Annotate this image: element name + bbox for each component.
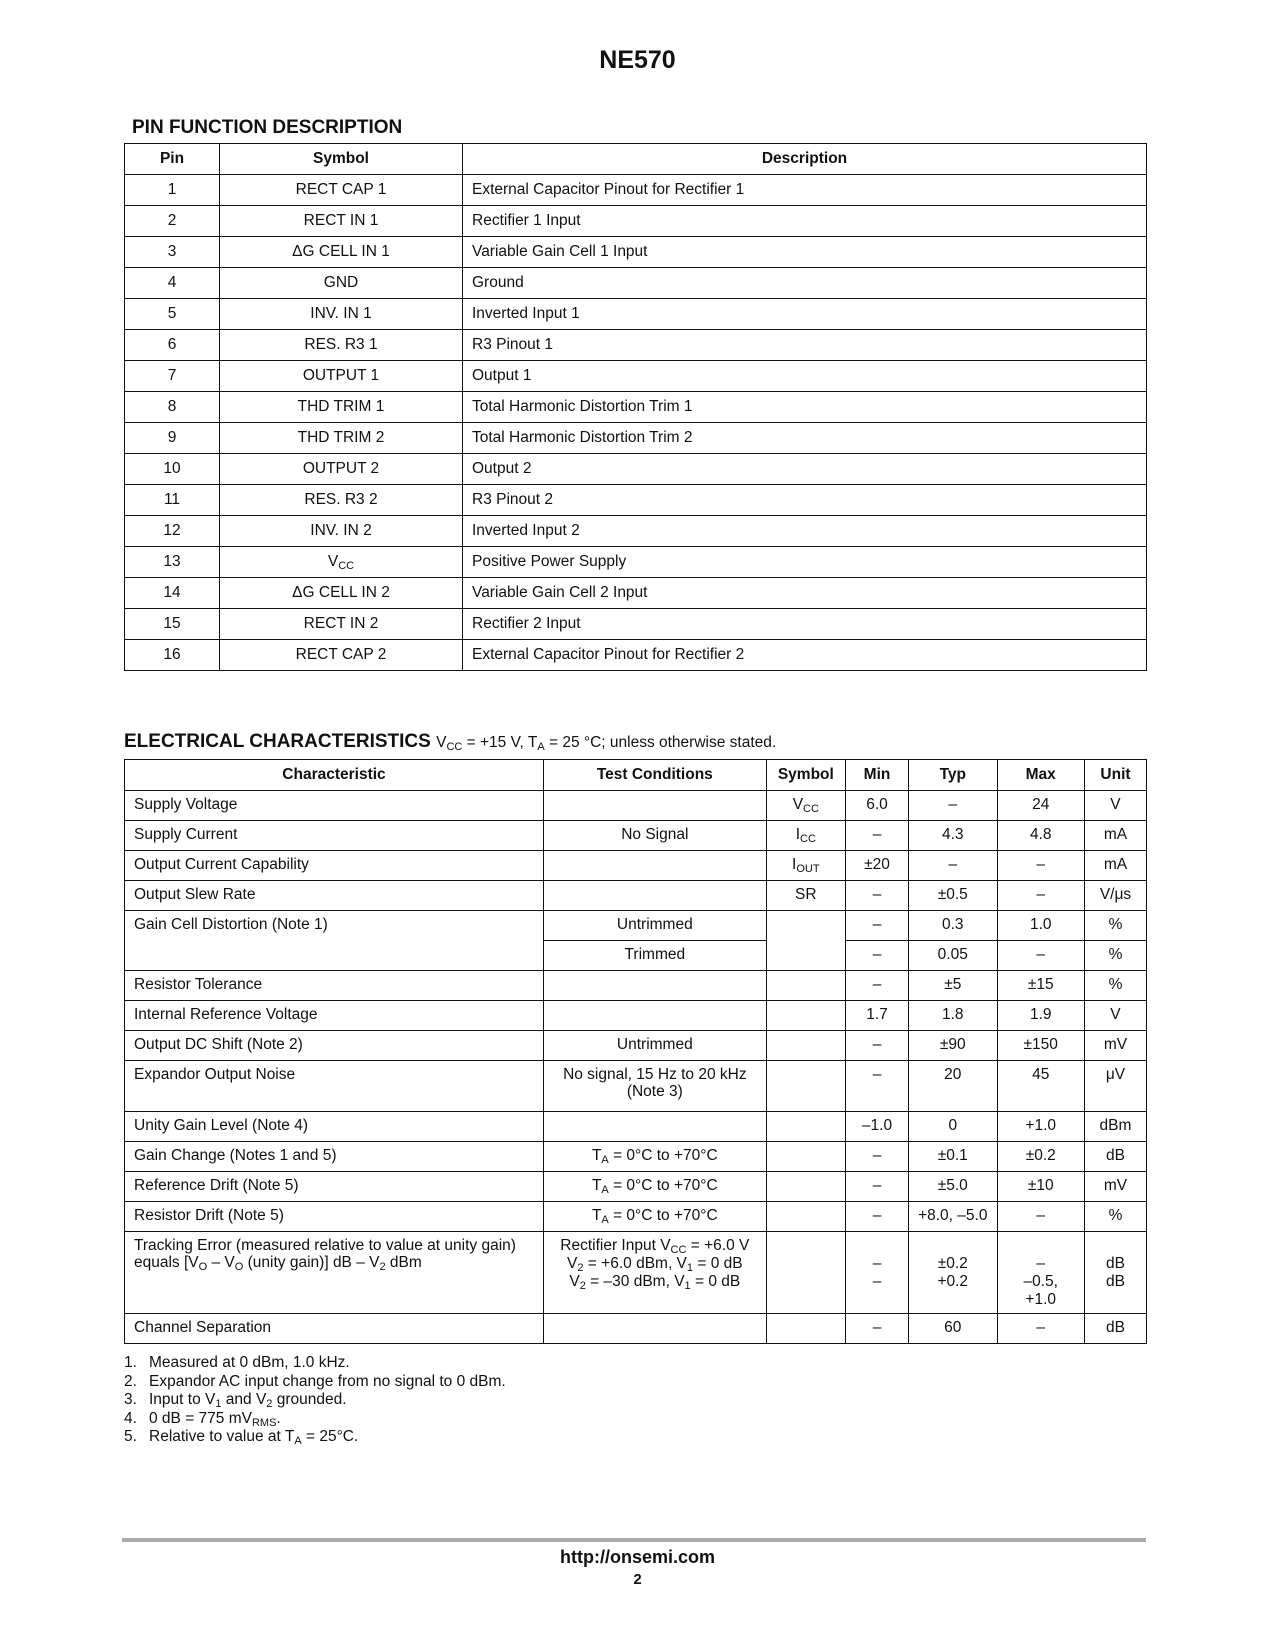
footnote: 2. Expandor AC input change from no signal to 0 dBm.	[124, 1372, 506, 1390]
conditions-cell: Trimmed	[543, 941, 766, 971]
symbol-cell	[766, 1031, 845, 1061]
description-cell: Output 1	[463, 361, 1147, 392]
symbol-cell: $I_{CC}$	[766, 821, 845, 851]
conditions-cell	[543, 791, 766, 821]
pin-cell: 1	[125, 175, 220, 206]
footnote: 4. 0 dB = 775 $mV_{RMS}$.	[124, 1409, 281, 1429]
footnote: 3. Input to $V_1$ and $V_2$ grounded.	[124, 1391, 347, 1410]
max-cell: – –0.5, +1.0	[997, 1232, 1084, 1314]
conditions-cell: Untrimmed	[543, 1031, 766, 1061]
min-cell: –	[845, 1314, 908, 1344]
typ-cell: 0.3	[909, 911, 997, 941]
unit-cell: %	[1084, 941, 1146, 971]
typ-cell: +8.0, –5.0	[909, 1202, 997, 1232]
unit-cell: V/μs	[1084, 881, 1146, 911]
symbol-cell: THD TRIM 1	[220, 392, 463, 423]
unit-cell: dB	[1084, 1314, 1146, 1344]
conditions-cell: No Signal	[543, 821, 766, 851]
table-row	[125, 1061, 1147, 1112]
table-row	[125, 1112, 1147, 1142]
min-cell: –	[845, 911, 908, 941]
typ-cell: 1.8	[909, 1001, 997, 1031]
symbol-cell	[766, 1142, 845, 1172]
max-cell: 1.9	[997, 1001, 1084, 1031]
electrical-characteristics-table	[124, 759, 1147, 1344]
characteristic-cell: Output Slew Rate	[125, 881, 544, 911]
col-header-test-conditions: Test Conditions	[543, 760, 766, 791]
description-cell: External Capacitor Pinout for Rectifier 2	[463, 640, 1147, 671]
symbol-cell: OUTPUT 2	[220, 454, 463, 485]
min-cell: –	[845, 881, 908, 911]
description-cell: Inverted Input 2	[463, 516, 1147, 547]
table-row	[125, 911, 1147, 941]
max-cell: –	[997, 851, 1084, 881]
description-cell: Positive Power Supply	[463, 547, 1147, 578]
table-row	[125, 1001, 1147, 1031]
table-row	[125, 547, 1147, 578]
unit-cell: %	[1084, 911, 1146, 941]
pin-cell: 12	[125, 516, 220, 547]
table-row	[125, 881, 1147, 911]
conditions-cell: Untrimmed	[543, 911, 766, 941]
description-cell: External Capacitor Pinout for Rectifier 1	[463, 175, 1147, 206]
unit-cell: V	[1084, 1001, 1146, 1031]
table-row	[125, 1202, 1147, 1232]
description-cell: Inverted Input 1	[463, 299, 1147, 330]
unit-cell: dBm	[1084, 1112, 1146, 1142]
symbol-cell: GND	[220, 268, 463, 299]
table-row	[125, 485, 1147, 516]
table-row	[125, 268, 1147, 299]
typ-cell: ±90	[909, 1031, 997, 1061]
min-cell: 1.7	[845, 1001, 908, 1031]
conditions-cell	[543, 1112, 766, 1142]
conditions-cell	[543, 1001, 766, 1031]
symbol-cell: INV. IN 1	[220, 299, 463, 330]
conditions-cell	[543, 851, 766, 881]
pin-cell: 7	[125, 361, 220, 392]
symbol-cell: SR	[766, 881, 845, 911]
max-cell: –	[997, 881, 1084, 911]
characteristic-cell: Supply Current	[125, 821, 544, 851]
symbol-cell	[766, 1314, 845, 1344]
max-cell: ±150	[997, 1031, 1084, 1061]
col-header-symbol: Symbol	[766, 760, 845, 791]
min-cell: –	[845, 941, 908, 971]
pin-cell: 11	[125, 485, 220, 516]
page-title: NE570	[599, 46, 676, 74]
pin-cell: 3	[125, 237, 220, 268]
table-row	[125, 609, 1147, 640]
symbol-cell	[766, 911, 845, 971]
max-cell: ±10	[997, 1172, 1084, 1202]
pin-cell: 5	[125, 299, 220, 330]
pin-cell: 15	[125, 609, 220, 640]
symbol-cell	[766, 971, 845, 1001]
table-row	[125, 791, 1147, 821]
typ-cell: 0.05	[909, 941, 997, 971]
symbol-cell	[766, 1202, 845, 1232]
typ-cell: ±0.5	[909, 881, 997, 911]
elec-section-heading	[124, 731, 776, 753]
col-header-pin: Pin	[125, 144, 220, 175]
pin-cell: 13	[125, 547, 220, 578]
unit-cell: dB dB	[1084, 1232, 1146, 1314]
unit-cell: mA	[1084, 821, 1146, 851]
characteristic-cell: Gain Cell Distortion (Note 1)	[125, 911, 544, 971]
typ-cell: 4.3	[909, 821, 997, 851]
col-header-min: Min	[845, 760, 908, 791]
min-cell: – –	[845, 1232, 908, 1314]
min-cell: –1.0	[845, 1112, 908, 1142]
table-row	[125, 578, 1147, 609]
table-row	[125, 299, 1147, 330]
typ-cell: ±5.0	[909, 1172, 997, 1202]
min-cell: ±20	[845, 851, 908, 881]
pin-section-heading: PIN FUNCTION DESCRIPTION	[132, 117, 403, 138]
description-cell: Variable Gain Cell 1 Input	[463, 237, 1147, 268]
symbol-cell	[766, 1232, 845, 1314]
max-cell: ±0.2	[997, 1142, 1084, 1172]
symbol-cell: RECT CAP 1	[220, 175, 463, 206]
description-cell: Output 2	[463, 454, 1147, 485]
conditions-cell	[543, 971, 766, 1001]
table-row	[125, 821, 1147, 851]
max-cell: +1.0	[997, 1112, 1084, 1142]
symbol-cell: RECT IN 1	[220, 206, 463, 237]
conditions-cell: $T_A = 0^\circ C$ to +70°C	[543, 1202, 766, 1232]
table-header-row	[125, 144, 1147, 175]
col-header-symbol: Symbol	[220, 144, 463, 175]
table-row	[125, 423, 1147, 454]
characteristic-cell: Resistor Drift (Note 5)	[125, 1202, 544, 1232]
symbol-cell	[766, 1061, 845, 1112]
pin-cell: 6	[125, 330, 220, 361]
min-cell: 6.0	[845, 791, 908, 821]
max-cell: –	[997, 1314, 1084, 1344]
min-cell: –	[845, 971, 908, 1001]
footer-divider	[122, 1538, 1146, 1542]
description-cell: Total Harmonic Distortion Trim 1	[463, 392, 1147, 423]
footnote: 5. Relative to value at $T_A = 25^\circ C$.	[124, 1428, 359, 1447]
min-cell: –	[845, 1031, 908, 1061]
characteristic-cell: Supply Voltage	[125, 791, 544, 821]
table-row	[125, 1142, 1147, 1172]
symbol-cell	[766, 1001, 845, 1031]
min-cell: –	[845, 1142, 908, 1172]
table-row	[125, 516, 1147, 547]
symbol-cell: ΔG CELL IN 2	[220, 578, 463, 609]
pin-cell: 16	[125, 640, 220, 671]
pin-function-table	[124, 143, 1147, 671]
typ-cell: –	[909, 791, 997, 821]
table-row	[125, 971, 1147, 1001]
symbol-main: V	[327, 553, 339, 570]
table-row	[125, 206, 1147, 237]
characteristic-cell: Output Current Capability	[125, 851, 544, 881]
description-cell: Rectifier 1 Input	[463, 206, 1147, 237]
unit-cell: V	[1084, 791, 1146, 821]
max-cell: 45	[997, 1061, 1084, 1112]
description-cell: R3 Pinout 1	[463, 330, 1147, 361]
table-row	[125, 175, 1147, 206]
symbol-cell: ΔG CELL IN 1	[220, 237, 463, 268]
min-cell: –	[845, 1061, 908, 1112]
table-row	[125, 454, 1147, 485]
typ-cell: 60	[909, 1314, 997, 1344]
conditions-cell: $T_A = 0^\circ C$ to +70°C	[543, 1172, 766, 1202]
table-row	[125, 330, 1147, 361]
description-cell: Ground	[463, 268, 1147, 299]
description-cell: Total Harmonic Distortion Trim 2	[463, 423, 1147, 454]
characteristic-cell: Tracking Error (measured relative to value at unity gain) equals [$V_O - V_O$ (unity gain)] dB – $V_2$ dBm	[125, 1232, 544, 1314]
max-cell: –	[997, 1202, 1084, 1232]
unit-cell: mA	[1084, 851, 1146, 881]
symbol-cell: OUTPUT 1	[220, 361, 463, 392]
characteristic-cell: Resistor Tolerance	[125, 971, 544, 1001]
unit-cell: μV	[1084, 1061, 1146, 1112]
pin-cell: 10	[125, 454, 220, 485]
elec-heading-title: ELECTRICAL CHARACTERISTICS	[124, 731, 431, 752]
max-cell: ±15	[997, 971, 1084, 1001]
characteristic-cell: Internal Reference Voltage	[125, 1001, 544, 1031]
page-number: 2	[633, 1571, 642, 1588]
unit-cell: mV	[1084, 1031, 1146, 1061]
table-row	[125, 1232, 1147, 1314]
characteristic-cell: Channel Separation	[125, 1314, 544, 1344]
pin-cell: 14	[125, 578, 220, 609]
conditions-cell	[543, 1314, 766, 1344]
symbol-cell: THD TRIM 2	[220, 423, 463, 454]
symbol-cell: RES. R3 1	[220, 330, 463, 361]
symbol-cell	[766, 1112, 845, 1142]
symbol-subscript: CC	[338, 560, 355, 572]
pin-cell: 4	[125, 268, 220, 299]
table-row	[125, 851, 1147, 881]
max-cell: 24	[997, 791, 1084, 821]
pin-cell: 9	[125, 423, 220, 454]
description-cell: Variable Gain Cell 2 Input	[463, 578, 1147, 609]
pin-cell: 2	[125, 206, 220, 237]
characteristic-cell: Output DC Shift (Note 2)	[125, 1031, 544, 1061]
unit-cell: %	[1084, 971, 1146, 1001]
col-header-typ: Typ	[909, 760, 997, 791]
symbol-cell: INV. IN 2	[220, 516, 463, 547]
table-row	[125, 1172, 1147, 1202]
unit-cell: dB	[1084, 1142, 1146, 1172]
col-header-unit: Unit	[1084, 760, 1146, 791]
symbol-cell: $V_{CC}$	[766, 791, 845, 821]
max-cell: 1.0	[997, 911, 1084, 941]
footnote: 1. Measured at 0 dBm, 1.0 kHz.	[124, 1354, 350, 1371]
typ-cell: ±5	[909, 971, 997, 1001]
unit-cell: %	[1084, 1202, 1146, 1232]
conditions-cell: No signal, 15 Hz to 20 kHz (Note 3)	[543, 1061, 766, 1112]
conditions-cell: Rectifier Input $V_{CC} = +6.0$ V $V_2 = +6.0$ dBm, $V_1 = 0$ dB $V_2 = -30$ dBm, $V_1 = 0$ dB	[543, 1232, 766, 1314]
symbol-cell: RECT IN 2	[220, 609, 463, 640]
description-cell: Rectifier 2 Input	[463, 609, 1147, 640]
table-row	[125, 361, 1147, 392]
conditions-cell: $T_A = 0^\circ C$ to +70°C	[543, 1142, 766, 1172]
symbol-cell: RES. R3 2	[220, 485, 463, 516]
max-cell: –	[997, 941, 1084, 971]
characteristic-cell: Reference Drift (Note 5)	[125, 1172, 544, 1202]
description-cell: R3 Pinout 2	[463, 485, 1147, 516]
min-cell: –	[845, 1202, 908, 1232]
col-header-description: Description	[463, 144, 1147, 175]
table-row	[125, 640, 1147, 671]
table-header-row	[125, 760, 1147, 791]
typ-cell: 0	[909, 1112, 997, 1142]
table-row	[125, 237, 1147, 268]
footnotes	[124, 1354, 506, 1447]
symbol-cell	[766, 1172, 845, 1202]
typ-cell: 20	[909, 1061, 997, 1112]
pin-cell: 8	[125, 392, 220, 423]
symbol-cell	[220, 547, 463, 578]
min-cell: –	[845, 821, 908, 851]
typ-cell: –	[909, 851, 997, 881]
max-cell: 4.8	[997, 821, 1084, 851]
unit-cell: mV	[1084, 1172, 1146, 1202]
characteristic-cell: Unity Gain Level (Note 4)	[125, 1112, 544, 1142]
conditions-cell	[543, 881, 766, 911]
min-cell: –	[845, 1172, 908, 1202]
characteristic-cell: Expandor Output Noise	[125, 1061, 544, 1112]
col-header-max: Max	[997, 760, 1084, 791]
table-row	[125, 392, 1147, 423]
typ-cell: ±0.2 +0.2	[909, 1232, 997, 1314]
table-row	[125, 1031, 1147, 1061]
table-row	[125, 1314, 1147, 1344]
typ-cell: ±0.1	[909, 1142, 997, 1172]
col-header-characteristic: Characteristic	[125, 760, 544, 791]
symbol-cell: RECT CAP 2	[220, 640, 463, 671]
symbol-cell: $I_{OUT}$	[766, 851, 845, 881]
characteristic-cell: Gain Change (Notes 1 and 5)	[125, 1142, 544, 1172]
elec-heading-conditions: $V_{CC} = +15$ V, $T_A = 25$ °C; unless otherwise stated.	[436, 734, 777, 753]
footer-url-link[interactable]: http://onsemi.com	[559, 1547, 715, 1567]
